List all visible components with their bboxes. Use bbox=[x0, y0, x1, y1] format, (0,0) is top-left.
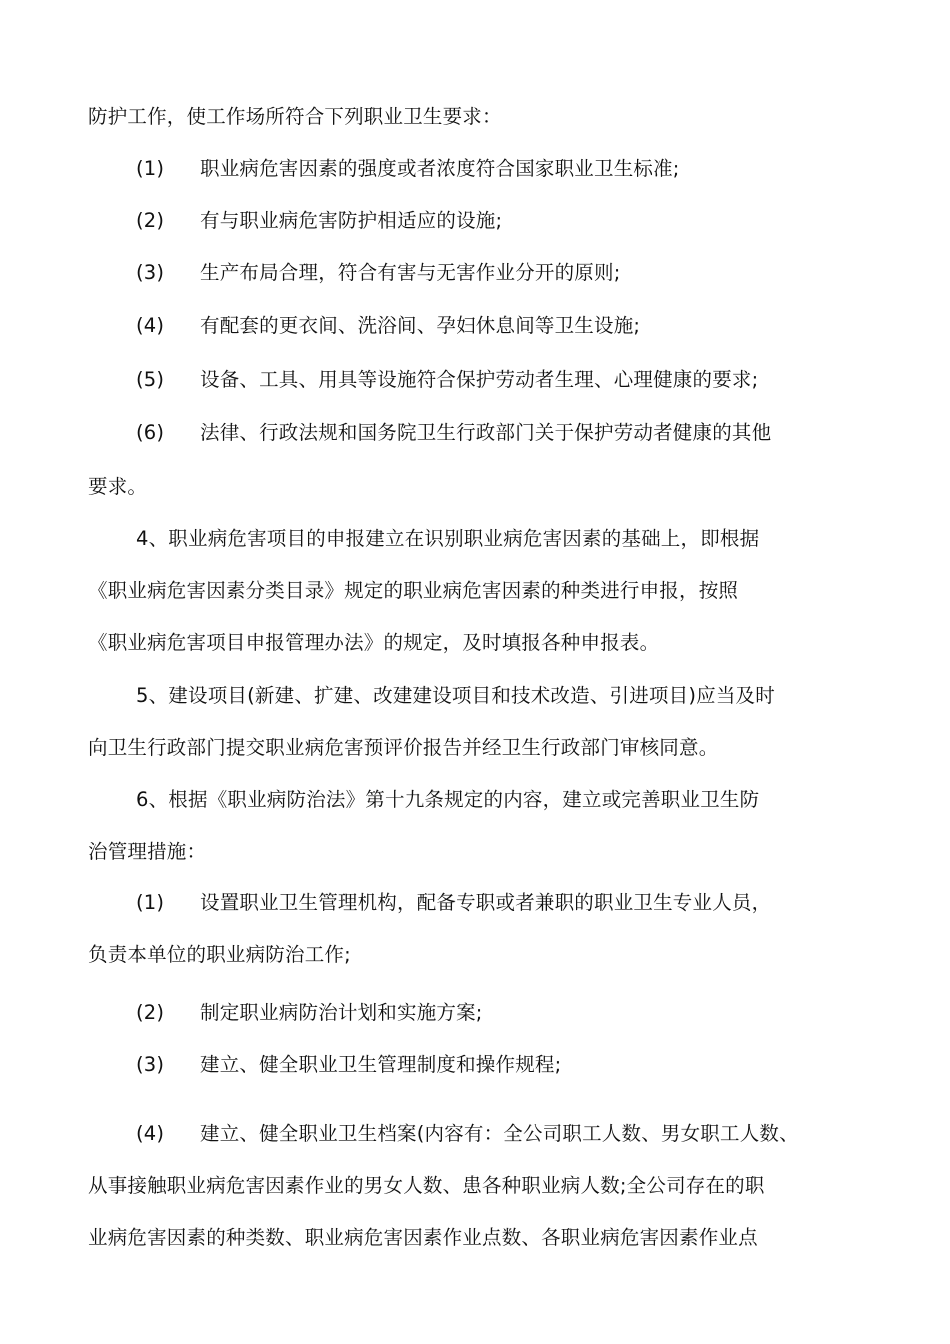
list-text: 制定职业病防治计划和实施方案; bbox=[200, 1001, 483, 1024]
list-number: (6) bbox=[136, 421, 165, 444]
list-number: (2) bbox=[136, 209, 165, 232]
list-text: 生产布局合理，符合有害与无害作业分开的原则; bbox=[200, 261, 621, 284]
list-text: 设置职业卫生管理机构，配备专职或者兼职的职业卫生专业人员， bbox=[200, 891, 772, 914]
list-text: 建立、健全职业卫生管理制度和操作规程; bbox=[200, 1053, 562, 1076]
text-line: 防护工作，使工作场所符合下列职业卫生要求： bbox=[88, 105, 502, 128]
list-number: (4) bbox=[136, 314, 165, 337]
list-number: (1) bbox=[136, 157, 165, 180]
list-number: (5) bbox=[136, 368, 165, 391]
list-text: 有与职业病危害防护相适应的设施; bbox=[200, 209, 503, 232]
list-number: (3) bbox=[136, 261, 165, 284]
list-number: (1) bbox=[136, 891, 165, 914]
list-text: 有配套的更衣间、洗浴间、孕妇休息间等卫生设施; bbox=[200, 314, 641, 337]
list-text: 设备、工具、用具等设施符合保护劳动者生理、心理健康的要求; bbox=[200, 368, 759, 391]
list-text: 建立、健全职业卫生档案(内容有：全公司职工人数、男女职工人数、 bbox=[200, 1122, 799, 1145]
text-line: 负责本单位的职业病防治工作; bbox=[88, 943, 351, 966]
list-number: (3) bbox=[136, 1053, 165, 1076]
paragraph-first-line: 4、职业病危害项目的申报建立在识别职业病危害因素的基础上，即根据 bbox=[136, 527, 760, 550]
text-line: 要求。 bbox=[88, 475, 148, 498]
list-text: 职业病危害因素的强度或者浓度符合国家职业卫生标准; bbox=[200, 157, 680, 180]
text-line: 从事接触职业病危害因素作业的男女人数、患各种职业病人数;全公司存在的职 bbox=[88, 1174, 765, 1197]
paragraph-first-line: 5、建设项目(新建、扩建、改建建设项目和技术改造、引进项目)应当及时 bbox=[136, 684, 775, 707]
list-number: (4) bbox=[136, 1122, 165, 1145]
list-number: (2) bbox=[136, 1001, 165, 1024]
text-line: 《职业病危害因素分类目录》规定的职业病危害因素的种类进行申报，按照 bbox=[88, 579, 739, 602]
text-line: 《职业病危害项目申报管理办法》的规定，及时填报各种申报表。 bbox=[88, 631, 660, 654]
list-text: 法律、行政法规和国务院卫生行政部门关于保护劳动者健康的其他 bbox=[200, 421, 772, 444]
paragraph-first-line: 6、根据《职业病防治法》第十九条规定的内容，建立或完善职业卫生防 bbox=[136, 788, 760, 811]
text-line: 业病危害因素的种类数、职业病危害因素作业点数、各职业病危害因素作业点 bbox=[88, 1226, 758, 1249]
text-line: 向卫生行政部门提交职业病危害预评价报告并经卫生行政部门审核同意。 bbox=[88, 736, 719, 759]
text-line: 治管理措施： bbox=[88, 840, 207, 863]
